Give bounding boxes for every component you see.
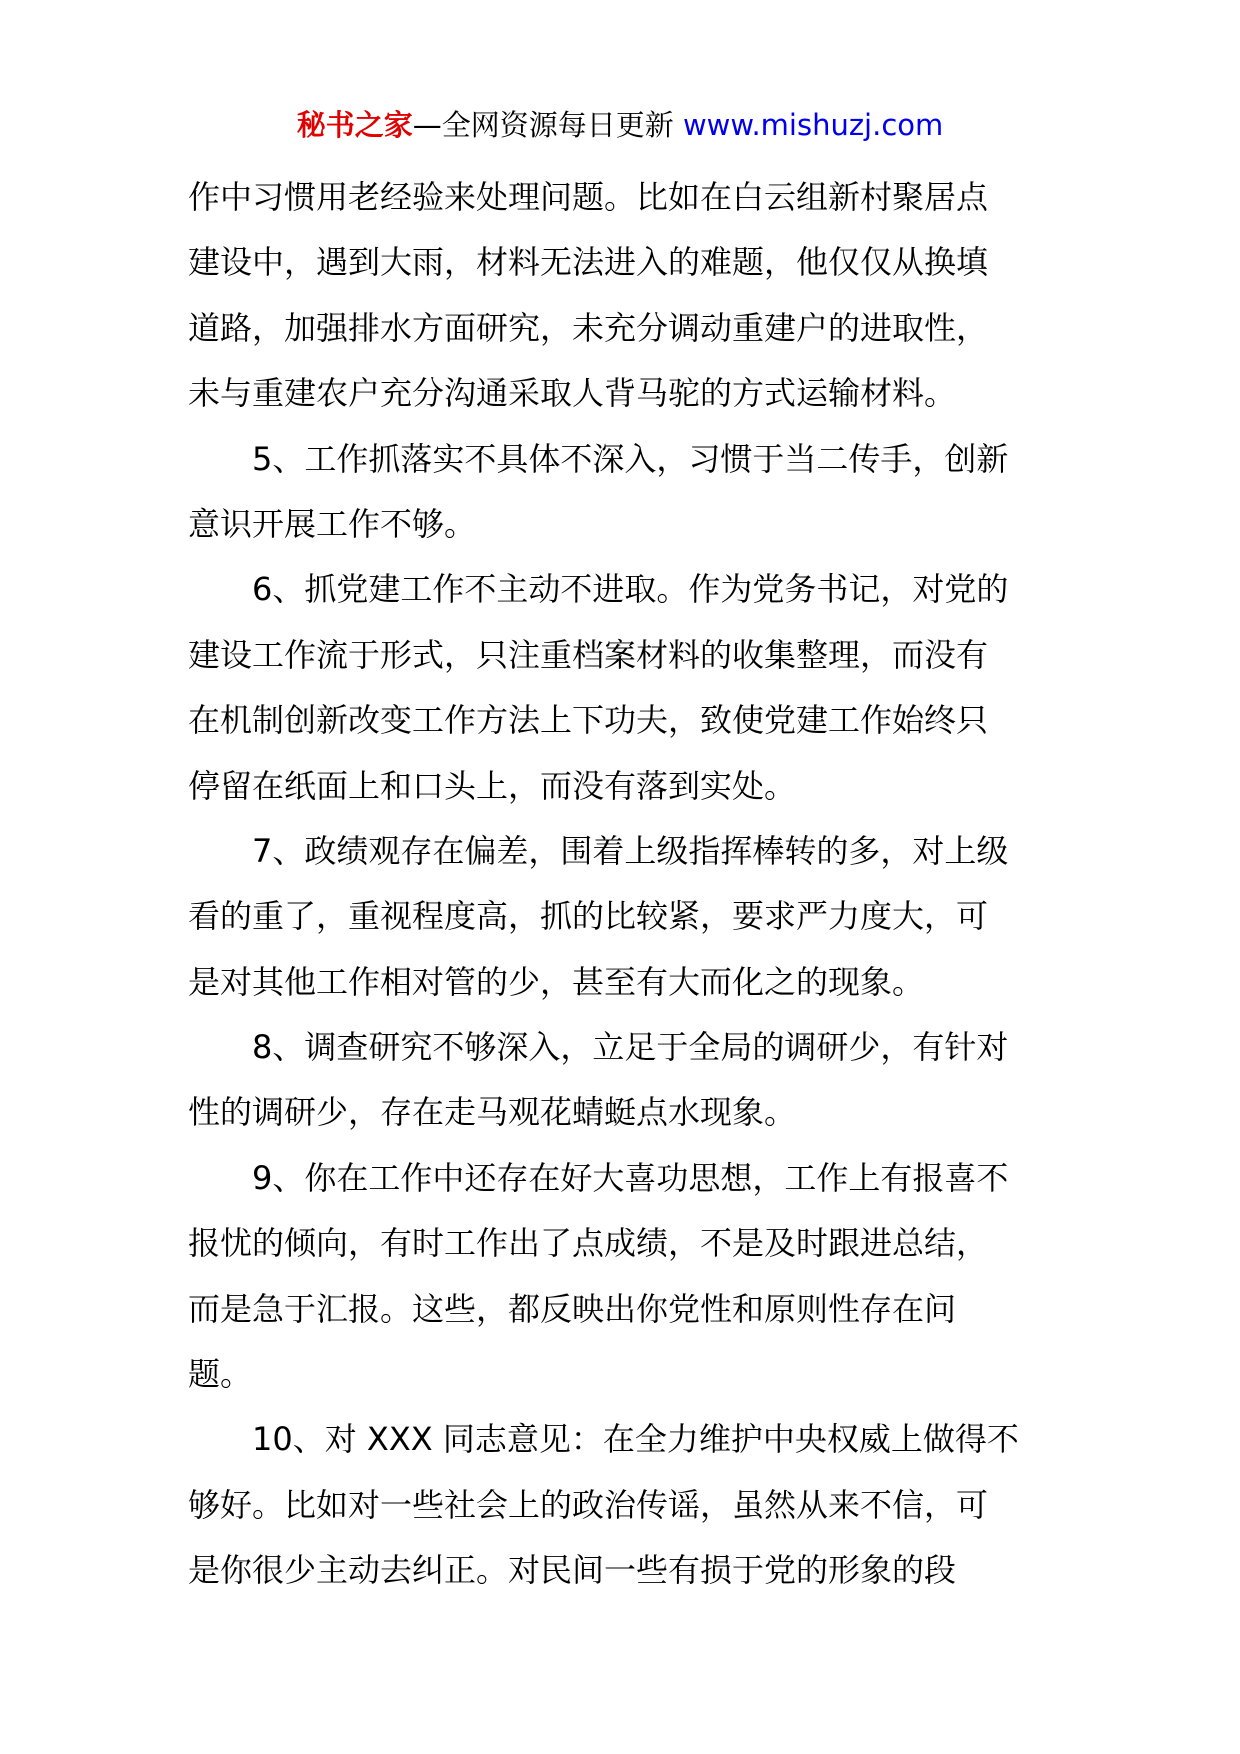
- brand-name: 秘书之家: [296, 108, 413, 142]
- paragraph-item-8: [188, 1015, 1064, 1146]
- paragraph-item-9: [188, 1146, 1064, 1408]
- text-line: 意识开展工作不够。: [188, 504, 477, 543]
- website-link[interactable]: www.mishuzj.com: [682, 108, 944, 142]
- document-body: [188, 165, 1064, 1604]
- text-line: 10、对 XXX 同志意见：在全力维护中央权威上做得不: [252, 1420, 1019, 1459]
- text-line: 8、调查研究不够深入，立足于全局的调研少，有针对: [252, 1028, 1009, 1067]
- text-line: 在机制创新改变工作方法上下功夫，致使党建工作始终只: [188, 701, 989, 740]
- text-line: 报忧的倾向，有时工作出了点成绩，不是及时跟进总结，: [188, 1224, 989, 1263]
- paragraph-item-10: [188, 1407, 1064, 1603]
- page-header: [0, 101, 1240, 149]
- text-line: 道路，加强排水方面研究，未充分调动重建户的进取性，: [188, 308, 989, 347]
- text-line: 够好。比如对一些社会上的政治传谣，虽然从来不信，可: [188, 1485, 989, 1524]
- text-line: 题。: [188, 1355, 253, 1394]
- paragraph-item-7: [188, 819, 1064, 1015]
- text-line: 建设工作流于形式，只注重档案材料的收集整理，而没有: [188, 635, 989, 674]
- text-line: 性的调研少，存在走马观花蜻蜓点水现象。: [188, 1093, 797, 1132]
- text-line: 5、工作抓落实不具体不深入，习惯于当二传手，创新: [252, 439, 1009, 478]
- text-line: 6、抓党建工作不主动不进取。作为党务书记，对党的: [252, 570, 1009, 609]
- text-line: 作中习惯用老经验来处理问题。比如在白云组新村聚居点: [188, 178, 989, 216]
- text-line: 是你很少主动去纠正。对民间一些有损于党的形象的段: [188, 1551, 957, 1590]
- text-line: 停留在纸面上和口头上，而没有落到实处。: [188, 766, 797, 805]
- text-line: 未与重建农户充分沟通采取人背马驼的方式运输材料。: [188, 374, 957, 413]
- text-line: 建设中，遇到大雨，材料无法进入的难题，他仅仅从换填: [188, 243, 989, 282]
- header-tagline: —全网资源每日更新: [412, 108, 683, 142]
- text-line: 而是急于汇报。这些，都反映出你党性和原则性存在问: [188, 1289, 957, 1328]
- text-line: 看的重了，重视程度高，抓的比较紧，要求严力度大，可: [188, 897, 989, 936]
- paragraph-continuation: [188, 165, 1064, 427]
- text-line: 是对其他工作相对管的少，甚至有大而化之的现象。: [188, 962, 925, 1001]
- text-line: 7、政绩观存在偏差，围着上级指挥棒转的多，对上级: [252, 831, 1009, 870]
- text-line: 9、你在工作中还存在好大喜功思想，工作上有报喜不: [252, 1158, 1009, 1197]
- paragraph-item-6: [188, 557, 1064, 819]
- paragraph-item-5: [188, 427, 1064, 558]
